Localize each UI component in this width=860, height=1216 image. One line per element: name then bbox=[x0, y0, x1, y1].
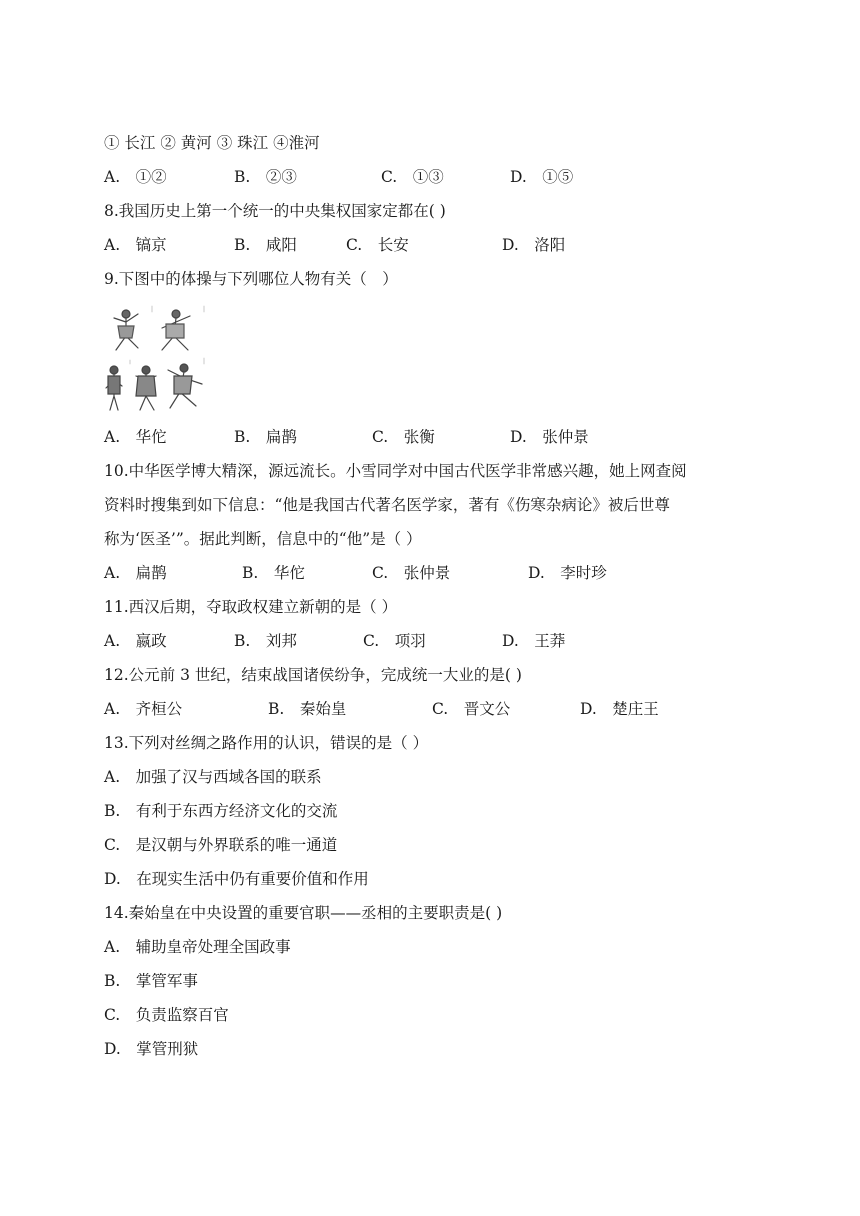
q7-options bbox=[104, 165, 760, 189]
exercise-figure-3 bbox=[106, 366, 122, 410]
q10-option-a: A. 扁鹊 bbox=[104, 564, 167, 582]
q9-option-c: C. 张衡 bbox=[372, 428, 435, 446]
q7-option-b: B. ②③ bbox=[234, 168, 297, 186]
q12-option-b: B. 秦始皇 bbox=[268, 700, 347, 718]
exercise-figures-image bbox=[104, 304, 210, 414]
q13-option-b: B. 有利于东西方经济文化的交流 bbox=[104, 802, 338, 820]
q12-options bbox=[104, 697, 760, 721]
q13-stem: 13.下列对丝绸之路作用的认识，错误的是（ ） bbox=[104, 734, 429, 752]
q9-stem: 9.下图中的体操与下列哪位人物有关（ ） bbox=[104, 270, 398, 288]
q11-stem: 11.西汉后期，夺取政权建立新朝的是（ ） bbox=[104, 598, 398, 616]
q10-stem-line-1: 10.中华医学博大精深，源远流长。小雪同学对中国古代医学非常感兴趣，她上网查阅 bbox=[104, 462, 687, 480]
q12-option-d: D. 楚庄王 bbox=[580, 700, 659, 718]
q9-option-d: D. 张仲景 bbox=[510, 428, 589, 446]
q11-option-b: B. 刘邦 bbox=[234, 632, 297, 650]
q8-option-d: D. 洛阳 bbox=[502, 236, 566, 254]
exercise-figure-4 bbox=[136, 366, 156, 410]
q14-option-c: C. 负责监察百官 bbox=[104, 1006, 229, 1024]
q13-option-d: D. 在现实生活中仍有重要价值和作用 bbox=[104, 870, 369, 888]
q10-stem-line-3: 称为‘医圣’”。据此判断，信息中的“他”是（ ） bbox=[104, 530, 422, 548]
q8-options bbox=[104, 233, 760, 257]
q13-option-a: A. 加强了汉与西域各国的联系 bbox=[104, 768, 322, 786]
q8-option-b: B. 咸阳 bbox=[234, 236, 297, 254]
q9-options bbox=[104, 425, 760, 449]
exercise-figure-5 bbox=[168, 364, 202, 408]
q8-option-c: C. 长安 bbox=[346, 236, 409, 254]
q11-option-a: A. 嬴政 bbox=[104, 632, 167, 650]
q11-option-d: D. 王莽 bbox=[502, 632, 566, 650]
q7-option-a: A. ①② bbox=[104, 168, 167, 186]
q13-option-c: C. 是汉朝与外界联系的唯一通道 bbox=[104, 836, 338, 854]
q9-option-a: A. 华佗 bbox=[104, 428, 167, 446]
q10-options bbox=[104, 561, 760, 585]
q9-option-b: B. 扁鹊 bbox=[234, 428, 297, 446]
q14-option-a: A. 辅助皇帝处理全国政事 bbox=[104, 938, 291, 956]
q14-stem: 14.秦始皇在中央设置的重要官职——丞相的主要职责是( ) bbox=[104, 904, 503, 922]
q11-options bbox=[104, 629, 760, 653]
q7-option-d: D. ①⑤ bbox=[510, 168, 574, 186]
q10-option-b: B. 华佗 bbox=[242, 564, 305, 582]
q14-option-b: B. 掌管军事 bbox=[104, 972, 198, 990]
q8-stem: 8.我国历史上第一个统一的中央集权国家定都在( ) bbox=[104, 202, 446, 220]
q12-stem: 12.公元前 3 世纪，结束战国诸侯纷争，完成统一大业的是( ) bbox=[104, 666, 522, 684]
q7-option-c: C. ①③ bbox=[381, 168, 444, 186]
q10-option-d: D. 李时珍 bbox=[528, 564, 607, 582]
q10-option-c: C. 张仲景 bbox=[372, 564, 451, 582]
q8-option-a: A. 镐京 bbox=[104, 236, 167, 254]
exercise-figure-1 bbox=[114, 310, 138, 350]
exercise-figure-2 bbox=[162, 310, 190, 350]
q11-option-c: C. 项羽 bbox=[363, 632, 426, 650]
q12-option-c: C. 晋文公 bbox=[432, 700, 511, 718]
q10-stem-line-2: 资料时搜集到如下信息：“他是我国古代著名医学家，著有《伤寒杂病论》被后世尊 bbox=[104, 496, 670, 514]
q7-items: ① 长江 ② 黄河 ③ 珠江 ④淮河 bbox=[104, 134, 320, 152]
q12-option-a: A. 齐桓公 bbox=[104, 700, 183, 718]
q14-option-d: D. 掌管刑狱 bbox=[104, 1040, 199, 1058]
